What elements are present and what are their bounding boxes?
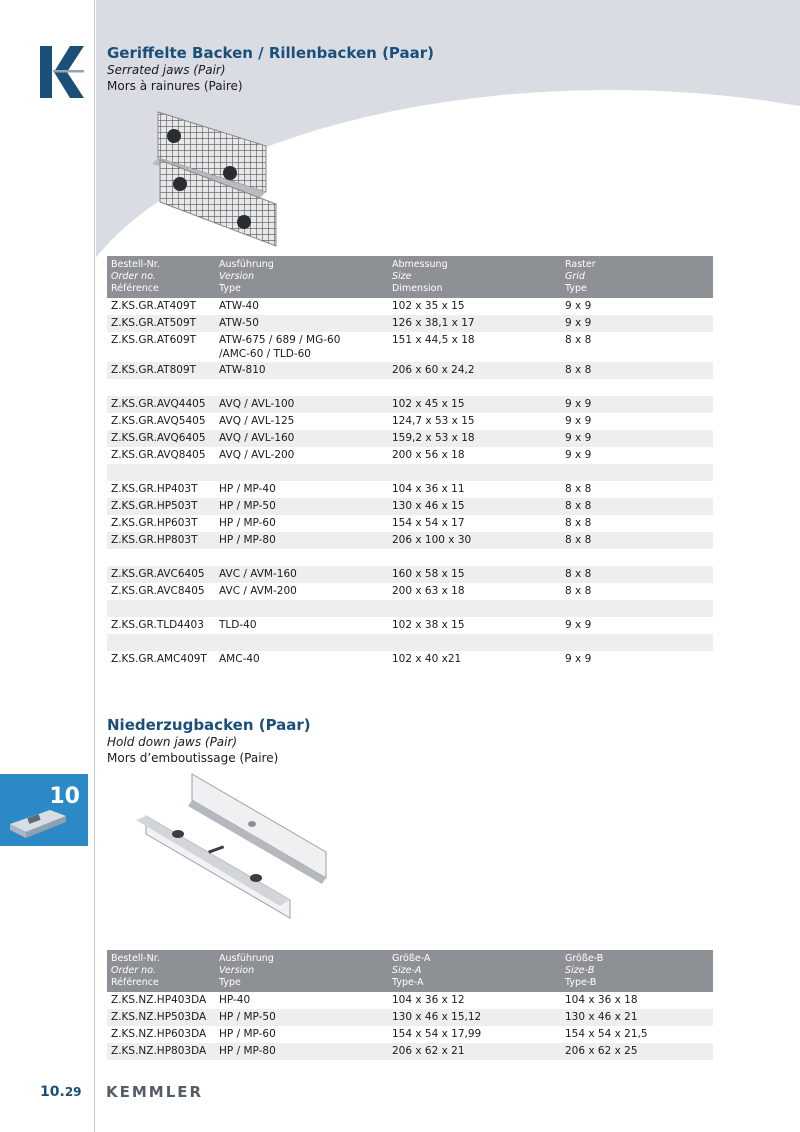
table-row: Z.KS.NZ.HP603DA HP / MP-60 154 x 54 x 17,99 154 x 54 x 21,5: [111, 1028, 648, 1040]
table-header-row: [107, 256, 713, 298]
table-row: Z.KS.GR.AMC409T AMC-40 102 x 40 x21 9 x 9: [111, 653, 592, 665]
table-row: Z.KS.NZ.HP403DA HP-40 104 x 36 x 12 104 x 36 x 18: [111, 994, 638, 1006]
chapter-tab: [0, 774, 88, 846]
header-version: Ausführung Version Type: [215, 256, 388, 298]
title-en: Serrated jaws (Pair): [107, 63, 226, 77]
section-title-hold-down: [107, 716, 311, 766]
spacer-row: [107, 464, 713, 481]
hold-down-jaws-photo: [130, 772, 330, 922]
spacer-row: [107, 600, 713, 617]
table-row: Z.KS.GR.HP803T HP / MP-80 206 x 100 x 30 8 x 8: [107, 532, 713, 549]
chapter-number: 10: [49, 784, 80, 809]
header-size-b: Größe-B Size-B Type-B: [561, 950, 713, 992]
table-row: Z.KS.GR.HP403T HP / MP-40 104 x 36 x 11 8 x 8: [111, 483, 592, 495]
table-row: Z.KS.GR.AVQ4405 AVQ / AVL-100 102 x 45 x 15 9 x 9: [107, 396, 713, 413]
table-header-row: [107, 950, 713, 992]
table-row: Z.KS.GR.AVQ6405 AVQ / AVL-160 159,2 x 53 x 18 9 x 9: [107, 430, 713, 447]
title-fr: Mors à rainures (Paire): [107, 79, 243, 93]
header-size-a: Größe-A Size-A Type-A: [388, 950, 561, 992]
header-size: Abmessung Size Dimension: [388, 256, 561, 298]
table-row: Z.KS.NZ.HP803DA HP / MP-80 206 x 62 x 21 206 x 62 x 25: [107, 1043, 713, 1060]
table-row: Z.KS.GR.HP503T HP / MP-50 130 x 46 x 15 8 x 8: [107, 498, 713, 515]
hold-down-jaws-table: [107, 950, 713, 1060]
header-order-no: Bestell-Nr. Order no. Référence: [107, 256, 215, 298]
spacer-row: [107, 379, 713, 396]
table-row: Z.KS.GR.TLD4403 TLD-40 102 x 38 x 15 9 x 9: [111, 619, 592, 631]
title-fr: Mors d’emboutissage (Paire): [107, 751, 279, 765]
header-version: Ausführung Version Type: [215, 950, 388, 992]
page-number: 10.29: [40, 1084, 82, 1100]
spacer-row: [107, 634, 713, 651]
table-row: Z.KS.GR.AVQ8405 AVQ / AVL-200 200 x 56 x 18 9 x 9: [111, 449, 592, 461]
margin-rule: [94, 0, 95, 1132]
table-row: Z.KS.GR.AT509T ATW-50 126 x 38,1 x 17 9 x 9: [107, 315, 713, 332]
table-row: Z.KS.GR.AT809T ATW-810 206 x 60 x 24,2 8 x 8: [107, 362, 713, 379]
table-row: Z.KS.GR.AVC6405 AVC / AVM-160 160 x 58 x 15 8 x 8: [107, 566, 713, 583]
section-title-serrated: [107, 44, 434, 94]
table-row: Z.KS.GR.AVC8405 AVC / AVM-200 200 x 63 x 18 8 x 8: [111, 585, 592, 597]
serrated-jaws-photo: [148, 108, 283, 248]
brand-name: KEMMLER: [106, 1083, 204, 1101]
vise-icon: [6, 804, 70, 838]
header-grid: Raster Grid Type: [561, 256, 713, 298]
title-de: Geriffelte Backen / Rillenbacken (Paar): [107, 44, 435, 62]
spacer-row: [107, 549, 713, 566]
table-row: Z.KS.GR.AT409T ATW-40 102 x 35 x 15 9 x 9: [111, 300, 592, 312]
title-en: Hold down jaws (Pair): [107, 735, 238, 749]
table-row: Z.KS.GR.AT609T ATW-675 / 689 / MG-60 /AMC-60 / TLD-60 151 x 44,5 x 18 8 x 8: [111, 334, 592, 360]
kemmler-logo: [40, 46, 84, 98]
table-row: Z.KS.NZ.HP503DA HP / MP-50 130 x 46 x 15,12 130 x 46 x 21: [107, 1009, 713, 1026]
table-row: Z.KS.GR.AVQ5405 AVQ / AVL-125 124,7 x 53 x 15 9 x 9: [111, 415, 592, 427]
table-row: Z.KS.GR.HP603T HP / MP-60 154 x 54 x 17 8 x 8: [111, 517, 592, 529]
serrated-jaws-table: [107, 256, 713, 668]
title-de: Niederzugbacken (Paar): [107, 716, 311, 734]
header-order-no: Bestell-Nr. Order no. Référence: [107, 950, 215, 992]
